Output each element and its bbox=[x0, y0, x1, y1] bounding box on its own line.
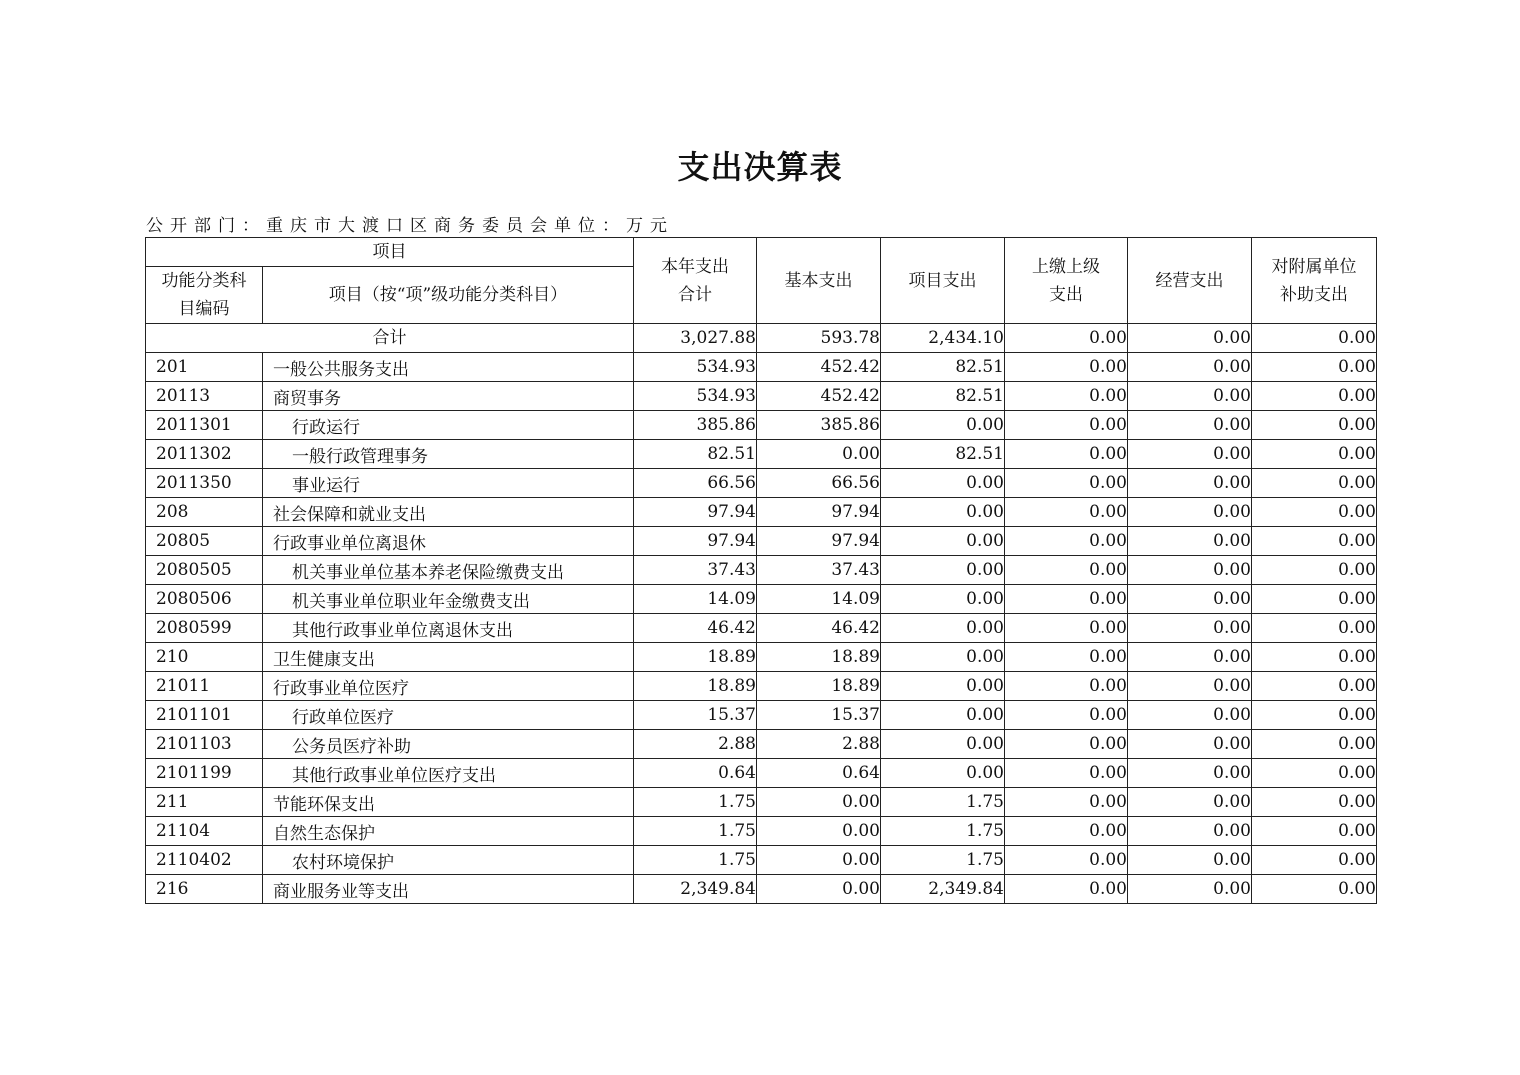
row-code: 2080599 bbox=[146, 614, 263, 643]
row-value: 18.89 bbox=[634, 643, 757, 672]
table-row bbox=[146, 759, 1377, 788]
row-value: 0.00 bbox=[881, 614, 1005, 643]
row-value: 0.00 bbox=[1128, 440, 1252, 469]
row-value: 385.86 bbox=[634, 411, 757, 440]
row-value: 97.94 bbox=[757, 498, 881, 527]
row-value: 2.88 bbox=[634, 730, 757, 759]
row-value: 0.00 bbox=[1128, 353, 1252, 382]
row-value: 97.94 bbox=[634, 527, 757, 556]
row-value: 0.00 bbox=[1252, 643, 1377, 672]
row-value: 46.42 bbox=[757, 614, 881, 643]
row-code: 2011301 bbox=[146, 411, 263, 440]
row-value: 0.00 bbox=[1252, 498, 1377, 527]
row-value: 0.00 bbox=[881, 498, 1005, 527]
row-name: 社会保障和就业支出 bbox=[263, 498, 634, 527]
row-code: 208 bbox=[146, 498, 263, 527]
row-name: 行政运行 bbox=[263, 411, 634, 440]
total-value: 0.00 bbox=[1252, 324, 1377, 353]
row-value: 2,349.84 bbox=[881, 875, 1005, 904]
row-name: 其他行政事业单位离退休支出 bbox=[263, 614, 634, 643]
row-value: 0.00 bbox=[757, 440, 881, 469]
row-value: 0.00 bbox=[1005, 527, 1128, 556]
row-value: 0.00 bbox=[1252, 469, 1377, 498]
department-unit-line: 公开部门：重庆市大渡口区商务委员会单位：万元 bbox=[146, 216, 674, 236]
row-value: 18.89 bbox=[757, 672, 881, 701]
row-value: 0.00 bbox=[757, 875, 881, 904]
row-value: 37.43 bbox=[757, 556, 881, 585]
total-value: 593.78 bbox=[757, 324, 881, 353]
row-name: 行政事业单位离退休 bbox=[263, 527, 634, 556]
row-value: 97.94 bbox=[634, 498, 757, 527]
row-value: 82.51 bbox=[634, 440, 757, 469]
total-value: 0.00 bbox=[1128, 324, 1252, 353]
row-value: 0.00 bbox=[1005, 411, 1128, 440]
row-name: 卫生健康支出 bbox=[263, 643, 634, 672]
row-value: 46.42 bbox=[634, 614, 757, 643]
row-value: 385.86 bbox=[757, 411, 881, 440]
header-total: 本年支出 合计 bbox=[634, 238, 757, 324]
row-value: 0.00 bbox=[1252, 701, 1377, 730]
row-value: 15.37 bbox=[634, 701, 757, 730]
row-value: 0.00 bbox=[1128, 498, 1252, 527]
table-row bbox=[146, 411, 1377, 440]
table-row bbox=[146, 469, 1377, 498]
row-value: 0.00 bbox=[757, 817, 881, 846]
row-name: 事业运行 bbox=[263, 469, 634, 498]
row-name: 机关事业单位基本养老保险缴费支出 bbox=[263, 556, 634, 585]
row-value: 0.00 bbox=[1252, 817, 1377, 846]
row-value: 0.00 bbox=[1005, 759, 1128, 788]
table-row bbox=[146, 382, 1377, 411]
row-value: 0.00 bbox=[881, 585, 1005, 614]
row-code: 2011302 bbox=[146, 440, 263, 469]
row-value: 0.00 bbox=[1252, 440, 1377, 469]
row-value: 1.75 bbox=[634, 846, 757, 875]
row-value: 0.00 bbox=[881, 672, 1005, 701]
row-value: 14.09 bbox=[757, 585, 881, 614]
row-value: 0.00 bbox=[1005, 875, 1128, 904]
row-code: 2101103 bbox=[146, 730, 263, 759]
row-value: 0.00 bbox=[1252, 730, 1377, 759]
row-value: 452.42 bbox=[757, 353, 881, 382]
row-value: 0.00 bbox=[1128, 614, 1252, 643]
total-label: 合计 bbox=[146, 324, 634, 353]
row-value: 0.00 bbox=[1252, 382, 1377, 411]
header-project-expense: 项目支出 bbox=[881, 238, 1005, 324]
row-name: 行政单位医疗 bbox=[263, 701, 634, 730]
row-value: 0.00 bbox=[1128, 759, 1252, 788]
row-value: 0.00 bbox=[1005, 846, 1128, 875]
row-code: 2011350 bbox=[146, 469, 263, 498]
row-value: 1.75 bbox=[881, 817, 1005, 846]
row-name: 一般行政管理事务 bbox=[263, 440, 634, 469]
row-code: 2101199 bbox=[146, 759, 263, 788]
row-value: 0.00 bbox=[1128, 672, 1252, 701]
row-value: 0.00 bbox=[1005, 701, 1128, 730]
total-value: 3,027.88 bbox=[634, 324, 757, 353]
table-row bbox=[146, 585, 1377, 614]
row-name: 机关事业单位职业年金缴费支出 bbox=[263, 585, 634, 614]
row-name: 节能环保支出 bbox=[263, 788, 634, 817]
row-value: 37.43 bbox=[634, 556, 757, 585]
row-code: 21011 bbox=[146, 672, 263, 701]
row-value: 82.51 bbox=[881, 353, 1005, 382]
row-value: 0.00 bbox=[1252, 875, 1377, 904]
row-value: 0.00 bbox=[1252, 585, 1377, 614]
row-code: 201 bbox=[146, 353, 263, 382]
row-value: 97.94 bbox=[757, 527, 881, 556]
row-name: 自然生态保护 bbox=[263, 817, 634, 846]
expenditure-table bbox=[145, 237, 1377, 904]
row-name: 其他行政事业单位医疗支出 bbox=[263, 759, 634, 788]
row-code: 216 bbox=[146, 875, 263, 904]
header-business: 经营支出 bbox=[1128, 238, 1252, 324]
table-row bbox=[146, 730, 1377, 759]
row-value: 18.89 bbox=[757, 643, 881, 672]
row-name: 商贸事务 bbox=[263, 382, 634, 411]
table-row bbox=[146, 556, 1377, 585]
row-value: 0.00 bbox=[881, 556, 1005, 585]
table-row bbox=[146, 643, 1377, 672]
row-value: 0.00 bbox=[1005, 614, 1128, 643]
table-row bbox=[146, 498, 1377, 527]
row-value: 0.00 bbox=[1252, 556, 1377, 585]
row-value: 0.00 bbox=[1128, 701, 1252, 730]
row-value: 82.51 bbox=[881, 440, 1005, 469]
row-value: 66.56 bbox=[634, 469, 757, 498]
header-basic: 基本支出 bbox=[757, 238, 881, 324]
row-value: 0.00 bbox=[1005, 817, 1128, 846]
total-row bbox=[146, 324, 1377, 353]
row-code: 2110402 bbox=[146, 846, 263, 875]
row-code: 211 bbox=[146, 788, 263, 817]
row-value: 18.89 bbox=[634, 672, 757, 701]
row-value: 0.00 bbox=[1005, 498, 1128, 527]
row-value: 0.00 bbox=[881, 411, 1005, 440]
table-row bbox=[146, 353, 1377, 382]
row-value: 0.00 bbox=[1005, 382, 1128, 411]
table-row bbox=[146, 817, 1377, 846]
row-value: 14.09 bbox=[634, 585, 757, 614]
row-code: 20113 bbox=[146, 382, 263, 411]
row-value: 0.00 bbox=[757, 846, 881, 875]
row-value: 0.00 bbox=[1252, 672, 1377, 701]
table-row bbox=[146, 440, 1377, 469]
row-value: 0.00 bbox=[881, 643, 1005, 672]
table-row bbox=[146, 788, 1377, 817]
row-value: 0.00 bbox=[881, 730, 1005, 759]
row-value: 0.00 bbox=[1128, 875, 1252, 904]
row-value: 1.75 bbox=[881, 788, 1005, 817]
row-value: 0.00 bbox=[1252, 527, 1377, 556]
table-row bbox=[146, 846, 1377, 875]
row-value: 0.00 bbox=[757, 788, 881, 817]
table-row bbox=[146, 527, 1377, 556]
row-code: 20805 bbox=[146, 527, 263, 556]
header-upper: 上缴上级 支出 bbox=[1005, 238, 1128, 324]
row-value: 0.00 bbox=[1128, 527, 1252, 556]
page-title: 支出决算表 bbox=[677, 148, 843, 186]
row-value: 0.64 bbox=[757, 759, 881, 788]
row-value: 0.00 bbox=[1005, 585, 1128, 614]
row-name: 农村环境保护 bbox=[263, 846, 634, 875]
row-value: 0.00 bbox=[1128, 556, 1252, 585]
row-value: 0.00 bbox=[1128, 469, 1252, 498]
row-value: 2.88 bbox=[757, 730, 881, 759]
row-value: 0.00 bbox=[1252, 411, 1377, 440]
table-row bbox=[146, 701, 1377, 730]
row-value: 0.00 bbox=[881, 759, 1005, 788]
row-code: 2080506 bbox=[146, 585, 263, 614]
row-name: 公务员医疗补助 bbox=[263, 730, 634, 759]
total-value: 2,434.10 bbox=[881, 324, 1005, 353]
row-value: 534.93 bbox=[634, 382, 757, 411]
row-value: 534.93 bbox=[634, 353, 757, 382]
row-code: 21104 bbox=[146, 817, 263, 846]
row-value: 66.56 bbox=[757, 469, 881, 498]
row-value: 0.00 bbox=[881, 701, 1005, 730]
row-value: 0.00 bbox=[1128, 788, 1252, 817]
row-value: 0.00 bbox=[1252, 353, 1377, 382]
row-value: 0.00 bbox=[1005, 353, 1128, 382]
row-name: 一般公共服务支出 bbox=[263, 353, 634, 382]
row-code: 2080505 bbox=[146, 556, 263, 585]
row-value: 0.00 bbox=[881, 469, 1005, 498]
table-row bbox=[146, 672, 1377, 701]
row-name: 商业服务业等支出 bbox=[263, 875, 634, 904]
row-value: 0.00 bbox=[1005, 730, 1128, 759]
row-value: 0.00 bbox=[1128, 643, 1252, 672]
row-value: 0.00 bbox=[1252, 846, 1377, 875]
row-value: 0.00 bbox=[1252, 788, 1377, 817]
table-row bbox=[146, 875, 1377, 904]
row-value: 0.00 bbox=[1128, 585, 1252, 614]
row-value: 1.75 bbox=[634, 788, 757, 817]
row-code: 210 bbox=[146, 643, 263, 672]
row-value: 0.64 bbox=[634, 759, 757, 788]
row-value: 0.00 bbox=[1005, 643, 1128, 672]
header-name: 项目（按“项”级功能分类科目） bbox=[263, 267, 634, 324]
row-value: 0.00 bbox=[1128, 846, 1252, 875]
row-value: 0.00 bbox=[1128, 411, 1252, 440]
row-value: 0.00 bbox=[1128, 382, 1252, 411]
row-value: 0.00 bbox=[1128, 730, 1252, 759]
row-value: 82.51 bbox=[881, 382, 1005, 411]
row-value: 1.75 bbox=[634, 817, 757, 846]
row-value: 0.00 bbox=[1005, 556, 1128, 585]
row-value: 452.42 bbox=[757, 382, 881, 411]
header-subsidy: 对附属单位 补助支出 bbox=[1252, 238, 1377, 324]
total-value: 0.00 bbox=[1005, 324, 1128, 353]
row-code: 2101101 bbox=[146, 701, 263, 730]
row-value: 0.00 bbox=[1005, 440, 1128, 469]
row-value: 0.00 bbox=[1128, 817, 1252, 846]
row-value: 0.00 bbox=[1252, 614, 1377, 643]
row-value: 0.00 bbox=[1005, 672, 1128, 701]
row-value: 0.00 bbox=[1005, 788, 1128, 817]
row-name: 行政事业单位医疗 bbox=[263, 672, 634, 701]
table-row bbox=[146, 614, 1377, 643]
header-project: 项目 bbox=[146, 238, 634, 267]
row-value: 15.37 bbox=[757, 701, 881, 730]
row-value: 0.00 bbox=[1252, 759, 1377, 788]
row-value: 0.00 bbox=[881, 527, 1005, 556]
row-value: 0.00 bbox=[1005, 469, 1128, 498]
header-code: 功能分类科目编码 bbox=[146, 267, 263, 324]
row-value: 2,349.84 bbox=[634, 875, 757, 904]
row-value: 1.75 bbox=[881, 846, 1005, 875]
